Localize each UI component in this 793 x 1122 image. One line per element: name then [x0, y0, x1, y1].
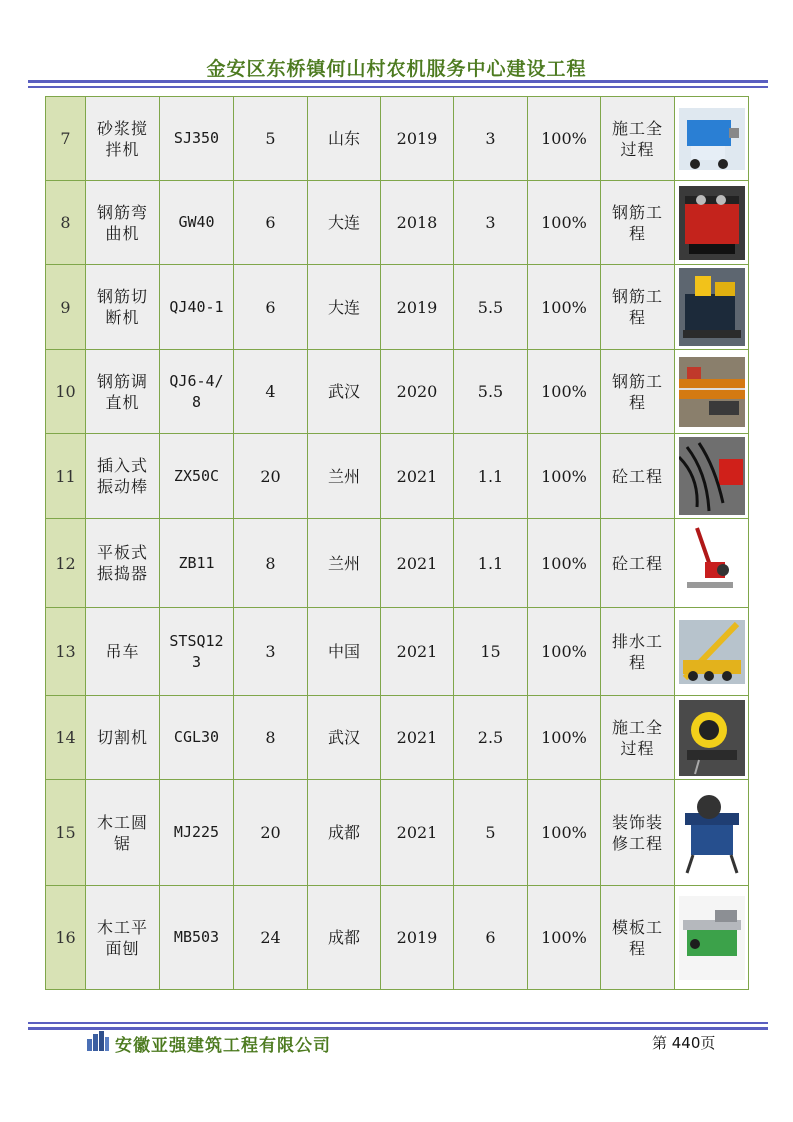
row-number-cell — [46, 780, 86, 886]
equipment-photo-cell — [675, 696, 749, 780]
origin-cell — [308, 434, 381, 519]
equipment-name-cell — [86, 265, 160, 350]
model-number-cell — [160, 434, 234, 519]
row-number-cell — [46, 265, 86, 350]
usage-cell-text: 砼工程 — [611, 466, 663, 486]
equipment-name-cell — [86, 350, 160, 434]
condition-rate-cell-text: 100% — [541, 928, 587, 947]
company-logo-icon — [86, 1031, 110, 1051]
quantity-cell-text: 8 — [265, 728, 276, 747]
rebar-straightener-photo — [679, 357, 745, 427]
table-row — [46, 608, 749, 696]
crane-truck-photo — [679, 620, 745, 684]
quantity-cell — [234, 696, 308, 780]
quantity-cell — [234, 886, 308, 990]
power-cell-text: 6 — [485, 928, 496, 947]
usage-cell — [601, 608, 675, 696]
equipment-name-cell — [86, 434, 160, 519]
row-number-cell-text: 10 — [55, 382, 76, 401]
model-number-cell-text: STSQ123 — [169, 631, 224, 671]
footer-rule — [28, 1022, 768, 1024]
equipment-name-cell-text: 平板式振捣器 — [96, 543, 148, 583]
origin-cell — [308, 181, 381, 265]
footer-page-number: 第 440页 — [652, 1034, 716, 1052]
equipment-photo-cell — [675, 434, 749, 519]
table-row — [46, 434, 749, 519]
model-number-cell-text: ZX50C — [173, 466, 220, 485]
row-number-cell-text: 16 — [55, 928, 76, 947]
origin-cell-text: 中国 — [327, 642, 360, 661]
table-row — [46, 696, 749, 780]
origin-cell — [308, 886, 381, 990]
mortar-mixer-photo — [679, 108, 745, 170]
quantity-cell-text: 5 — [265, 129, 276, 148]
model-number-cell-text: ZB11 — [178, 553, 215, 572]
year-cell — [381, 181, 454, 265]
equipment-name-cell-text: 吊车 — [105, 642, 140, 661]
model-number-cell-text: QJ6-4/8 — [169, 371, 224, 411]
condition-rate-cell-text: 100% — [541, 213, 587, 232]
usage-cell-text: 钢筋工程 — [611, 371, 663, 412]
usage-cell — [601, 265, 675, 350]
equipment-name-cell — [86, 696, 160, 780]
power-cell-text: 3 — [485, 213, 496, 232]
usage-cell-text: 施工全过程 — [611, 717, 663, 758]
model-number-cell-text: MB503 — [173, 928, 220, 946]
equipment-name-cell-text: 切割机 — [96, 728, 148, 747]
usage-cell-text: 施工全过程 — [611, 118, 663, 159]
cutting-machine-photo — [679, 700, 745, 776]
power-cell-text: 3 — [485, 129, 496, 148]
row-number-cell-text: 9 — [60, 297, 71, 317]
power-cell — [454, 519, 528, 608]
power-cell — [454, 886, 528, 990]
condition-rate-cell-text: 100% — [541, 382, 587, 401]
footer-company-name: 安徽亚强建筑工程有限公司 — [115, 1036, 331, 1056]
quantity-cell — [234, 780, 308, 886]
condition-rate-cell — [528, 350, 601, 434]
year-cell-text: 2021 — [396, 466, 438, 486]
origin-cell — [308, 608, 381, 696]
year-cell-text: 2019 — [396, 928, 438, 947]
power-cell — [454, 350, 528, 434]
usage-cell — [601, 886, 675, 990]
usage-cell-text: 砼工程 — [611, 553, 663, 573]
equipment-table — [45, 96, 749, 990]
table-row — [46, 350, 749, 434]
quantity-cell-text: 6 — [265, 213, 276, 232]
row-number-cell-text: 13 — [55, 642, 76, 661]
power-cell-text: 5 — [485, 823, 496, 842]
row-number-cell-text: 7 — [60, 129, 71, 148]
model-number-cell — [160, 780, 234, 886]
quantity-cell-text: 3 — [265, 642, 276, 661]
power-cell-text: 1.1 — [477, 553, 504, 573]
model-number-cell — [160, 350, 234, 434]
row-number-cell-text: 12 — [55, 553, 76, 573]
equipment-photo-cell — [675, 519, 749, 608]
condition-rate-cell — [528, 608, 601, 696]
condition-rate-cell — [528, 434, 601, 519]
model-number-cell — [160, 886, 234, 990]
poker-vibrator-photo — [679, 437, 745, 515]
row-number-cell — [46, 519, 86, 608]
model-number-cell — [160, 265, 234, 350]
power-cell — [454, 780, 528, 886]
rebar-bender-photo — [679, 186, 745, 260]
condition-rate-cell-text: 100% — [541, 642, 587, 661]
year-cell-text: 2018 — [396, 213, 438, 232]
usage-cell — [601, 181, 675, 265]
table-row — [46, 181, 749, 265]
origin-cell — [308, 519, 381, 608]
power-cell — [454, 265, 528, 350]
power-cell — [454, 181, 528, 265]
origin-cell — [308, 265, 381, 350]
origin-cell-text: 成都 — [327, 823, 360, 842]
equipment-name-cell — [86, 519, 160, 608]
usage-cell-text: 钢筋工程 — [611, 202, 663, 243]
power-cell-text: 5.5 — [477, 382, 504, 401]
row-number-cell — [46, 886, 86, 990]
footer-rule-secondary — [28, 1027, 768, 1030]
quantity-cell-text: 4 — [265, 382, 276, 401]
equipment-name-cell-text: 木工圆锯 — [96, 812, 148, 853]
origin-cell-text: 武汉 — [327, 382, 360, 401]
origin-cell-text: 武汉 — [327, 728, 360, 747]
condition-rate-cell — [528, 181, 601, 265]
condition-rate-cell-text: 100% — [541, 466, 587, 486]
row-number-cell-text: 11 — [55, 466, 76, 486]
quantity-cell — [234, 608, 308, 696]
header-rule-secondary — [28, 86, 768, 88]
equipment-name-cell-text: 砂浆搅拌机 — [96, 118, 148, 159]
equipment-photo-cell — [675, 608, 749, 696]
equipment-photo-cell — [675, 780, 749, 886]
origin-cell-text: 大连 — [327, 213, 360, 232]
rebar-cutter-photo — [679, 268, 745, 346]
condition-rate-cell — [528, 780, 601, 886]
model-number-cell — [160, 608, 234, 696]
header-rule — [28, 80, 768, 83]
wood-planer-photo — [679, 896, 745, 980]
origin-cell — [308, 780, 381, 886]
year-cell-text: 2021 — [396, 728, 438, 747]
model-number-cell — [160, 181, 234, 265]
model-number-cell — [160, 97, 234, 181]
equipment-photo-cell — [675, 350, 749, 434]
table-row — [46, 97, 749, 181]
quantity-cell-text: 24 — [260, 928, 281, 947]
usage-cell-text: 模板工程 — [611, 917, 663, 958]
equipment-name-cell — [86, 780, 160, 886]
equipment-name-cell-text: 钢筋调直机 — [96, 371, 148, 412]
table-row — [46, 265, 749, 350]
origin-cell — [308, 350, 381, 434]
row-number-cell — [46, 350, 86, 434]
power-cell-text: 2.5 — [477, 728, 504, 747]
model-number-cell-text: SJ350 — [173, 129, 220, 147]
usage-cell — [601, 350, 675, 434]
condition-rate-cell-text: 100% — [541, 728, 587, 747]
power-cell-text: 15 — [480, 642, 501, 661]
row-number-cell — [46, 608, 86, 696]
quantity-cell-text: 6 — [265, 297, 276, 317]
quantity-cell — [234, 97, 308, 181]
year-cell — [381, 350, 454, 434]
row-number-cell-text: 15 — [55, 823, 76, 842]
origin-cell-text: 大连 — [327, 297, 360, 317]
equipment-name-cell-text: 插入式振动棒 — [96, 456, 148, 496]
condition-rate-cell — [528, 886, 601, 990]
condition-rate-cell-text: 100% — [541, 553, 587, 573]
quantity-cell — [234, 434, 308, 519]
circular-saw-photo — [679, 791, 745, 875]
condition-rate-cell-text: 100% — [541, 129, 587, 148]
model-number-cell-text: CGL30 — [173, 728, 220, 746]
power-cell — [454, 434, 528, 519]
equipment-name-cell — [86, 608, 160, 696]
year-cell — [381, 434, 454, 519]
origin-cell — [308, 696, 381, 780]
table-row — [46, 519, 749, 608]
row-number-cell — [46, 696, 86, 780]
quantity-cell-text: 20 — [260, 823, 281, 842]
model-number-cell — [160, 519, 234, 608]
equipment-name-cell — [86, 181, 160, 265]
usage-cell-text: 装饰装修工程 — [611, 812, 663, 853]
table-row — [46, 886, 749, 990]
year-cell — [381, 265, 454, 350]
equipment-name-cell — [86, 97, 160, 181]
condition-rate-cell-text: 100% — [541, 823, 587, 842]
row-number-cell — [46, 97, 86, 181]
origin-cell-text: 兰州 — [327, 553, 360, 573]
origin-cell-text: 兰州 — [327, 466, 360, 486]
power-cell — [454, 696, 528, 780]
year-cell — [381, 886, 454, 990]
table-row — [46, 780, 749, 886]
model-number-cell-text: GW40 — [178, 213, 215, 231]
year-cell — [381, 97, 454, 181]
equipment-photo-cell — [675, 886, 749, 990]
row-number-cell-text: 8 — [60, 213, 71, 232]
year-cell — [381, 608, 454, 696]
usage-cell — [601, 519, 675, 608]
condition-rate-cell — [528, 97, 601, 181]
year-cell — [381, 696, 454, 780]
equipment-name-cell — [86, 886, 160, 990]
year-cell-text: 2019 — [396, 297, 438, 317]
year-cell-text: 2019 — [396, 129, 438, 148]
year-cell-text: 2021 — [396, 642, 438, 661]
power-cell — [454, 97, 528, 181]
equipment-name-cell-text: 钢筋弯曲机 — [96, 202, 148, 243]
equipment-photo-cell — [675, 265, 749, 350]
plate-vibrator-photo — [679, 522, 745, 604]
usage-cell-text: 排水工程 — [611, 631, 663, 672]
model-number-cell-text: MJ225 — [173, 823, 220, 841]
equipment-photo-cell — [675, 181, 749, 265]
equipment-name-cell-text: 钢筋切断机 — [96, 287, 148, 327]
power-cell — [454, 608, 528, 696]
condition-rate-cell — [528, 696, 601, 780]
quantity-cell-text: 20 — [260, 466, 281, 486]
row-number-cell — [46, 434, 86, 519]
power-cell-text: 1.1 — [477, 466, 504, 486]
origin-cell — [308, 97, 381, 181]
row-number-cell — [46, 181, 86, 265]
row-number-cell-text: 14 — [55, 728, 76, 747]
year-cell — [381, 519, 454, 608]
quantity-cell — [234, 181, 308, 265]
usage-cell — [601, 434, 675, 519]
usage-cell — [601, 97, 675, 181]
year-cell-text: 2021 — [396, 823, 438, 842]
year-cell-text: 2021 — [396, 553, 438, 573]
usage-cell — [601, 780, 675, 886]
condition-rate-cell-text: 100% — [541, 297, 587, 317]
equipment-name-cell-text: 木工平面刨 — [96, 917, 148, 958]
usage-cell-text: 钢筋工程 — [611, 287, 663, 327]
quantity-cell-text: 8 — [265, 553, 276, 573]
equipment-photo-cell — [675, 97, 749, 181]
quantity-cell — [234, 350, 308, 434]
condition-rate-cell — [528, 265, 601, 350]
power-cell-text: 5.5 — [477, 297, 504, 317]
condition-rate-cell — [528, 519, 601, 608]
model-number-cell-text: QJ40-1 — [169, 297, 224, 316]
document-header-title: 金安区东桥镇何山村农机服务中心建设工程 — [206, 58, 587, 80]
quantity-cell — [234, 265, 308, 350]
year-cell-text: 2020 — [396, 382, 438, 401]
usage-cell — [601, 696, 675, 780]
year-cell — [381, 780, 454, 886]
quantity-cell — [234, 519, 308, 608]
origin-cell-text: 成都 — [327, 928, 360, 947]
model-number-cell — [160, 696, 234, 780]
origin-cell-text: 山东 — [327, 129, 360, 148]
